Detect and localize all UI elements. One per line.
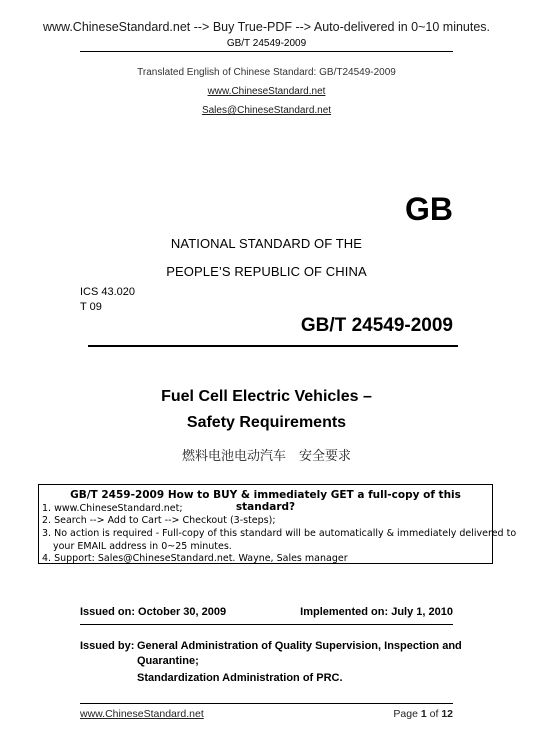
page-of: of [426,708,442,720]
national-line-2: PEOPLE’S REPUBLIC OF CHINA [166,264,367,279]
translated-note: Translated English of Chinese Standard: GB/T24549-2009 [137,67,396,78]
email-link[interactable] [0,105,533,116]
buy-step-4: 4. Support: Sales@ChineseStandard.net. Wayne, Sales manager [42,553,348,564]
issue-divider [80,624,453,625]
page-current: 1 [420,708,427,720]
issued-by-line-2: Quarantine; [137,655,199,667]
title-line-2: Safety Requirements [186,414,347,431]
buy-step-2: 2. Search --> Add to Cart --> Checkout (3-steps); [42,515,276,526]
issued-by-label: Issued by: [80,640,135,652]
gb-mark: GB [405,191,453,227]
buy-step-1[interactable]: 1. www.ChineseStandard.net; [42,503,183,514]
issued-on: Issued on: October 30, 2009 [80,606,227,618]
buy-box-title: GB/T 2459-2009 How to BUY & immediately GET a full-copy of this standard? [70,489,461,513]
page-total: 12 [441,708,453,720]
website-link[interactable] [0,86,533,97]
footer-divider [80,703,453,704]
implemented-on: Implemented on: July 1, 2010 [300,606,453,618]
t-code: T 09 [80,301,102,313]
standard-code: GB/T 24549-2009 [300,315,453,336]
title-line-1: Fuel Cell Electric Vehicles – [161,388,372,405]
email-link-text[interactable]: Sales@ChineseStandard.net [201,105,332,116]
buy-instructions-box [38,484,517,564]
page-prefix: Page [393,708,421,720]
header-standard-code: GB/T 24549-2009 [226,38,307,49]
national-line-1: NATIONAL STANDARD OF THE [170,236,363,251]
page-number [393,708,453,720]
issued-by-line-3: Standardization Administration of PRC. [137,672,343,684]
issued-by-line-1: General Administration of Quality Supervision, Inspection and [137,640,462,652]
title-chinese: 燃料电池电动汽车 安全要求 [181,449,351,464]
ics-code: ICS 43.020 [80,286,136,298]
standard-code-rule [88,345,458,347]
website-link-text[interactable]: www.ChineseStandard.net [207,86,326,97]
header-divider [80,51,453,52]
buy-step-3-continued: your EMAIL address in 0~25 minutes. [53,541,232,552]
buy-step-3: 3. No action is required - Full-copy of this standard will be automatically & immediately delivered to [42,528,517,539]
top-banner[interactable]: www.ChineseStandard.net --> Buy True-PDF --> Auto-delivered in 0~10 minutes. [42,20,491,34]
footer-website-link[interactable]: www.ChineseStandard.net [80,708,204,720]
